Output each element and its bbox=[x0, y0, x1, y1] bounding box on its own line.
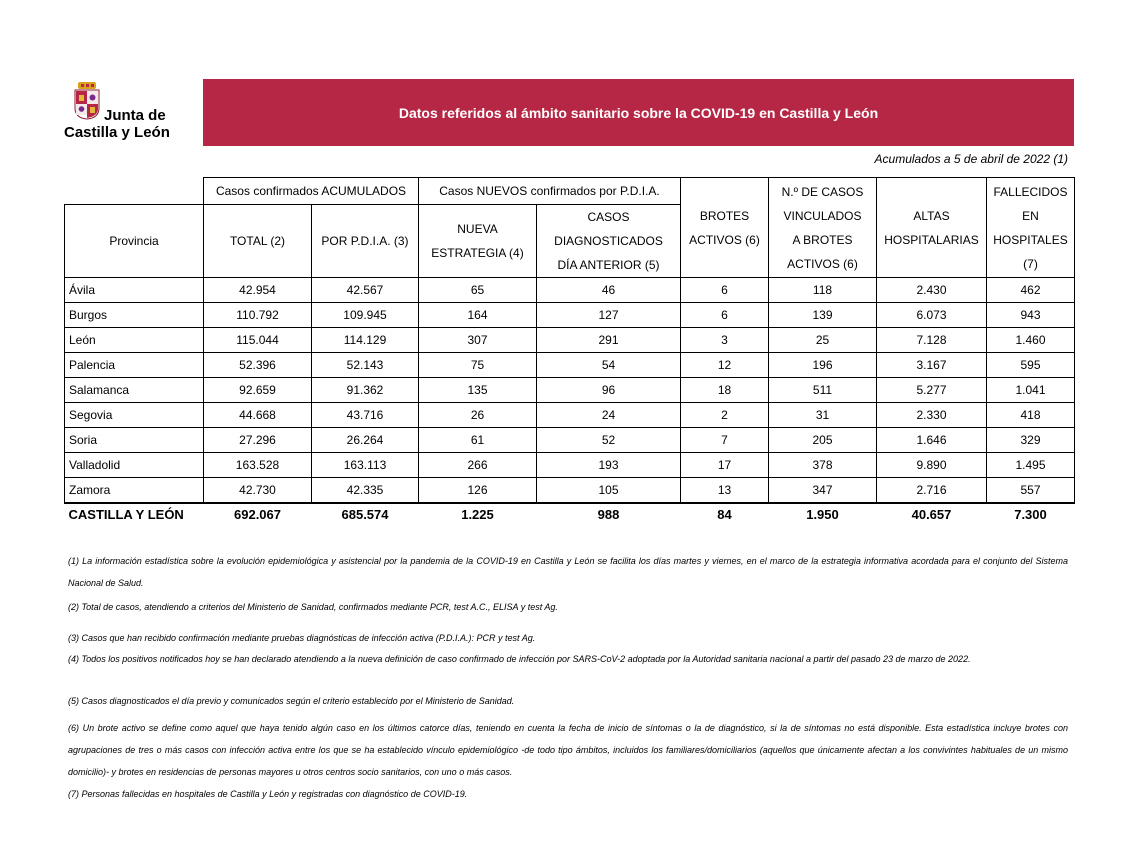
date-note: Acumulados a 5 de abril de 2022 (1) bbox=[874, 152, 1068, 166]
cell-vinculados: 511 bbox=[769, 378, 877, 403]
cell-brotes: 7 bbox=[681, 428, 769, 453]
cell-nueva: 266 bbox=[419, 453, 537, 478]
cell-provincia: Palencia bbox=[65, 353, 204, 378]
cell-vinculados: 347 bbox=[769, 478, 877, 504]
cell-fallecidos: 418 bbox=[987, 403, 1075, 428]
cell-altas: 3.167 bbox=[877, 353, 987, 378]
cell-nueva: 164 bbox=[419, 303, 537, 328]
cell-provincia: Salamanca bbox=[65, 378, 204, 403]
header-casos-diagnosticados: CASOS DIAGNOSTICADOS DÍA ANTERIOR (5) bbox=[537, 205, 681, 278]
cell-provincia: Valladolid bbox=[65, 453, 204, 478]
cell-nueva: 65 bbox=[419, 278, 537, 303]
cell-brotes: 6 bbox=[681, 278, 769, 303]
cell-pdia: 114.129 bbox=[312, 328, 419, 353]
cell-pdia: 26.264 bbox=[312, 428, 419, 453]
header-fallecidos: FALLECIDOS EN HOSPITALES (7) bbox=[987, 178, 1075, 278]
cell-pdia: 42.567 bbox=[312, 278, 419, 303]
total-cell-pdia: 685.574 bbox=[341, 507, 389, 522]
cell-brotes: 3 bbox=[681, 328, 769, 353]
header-altas: ALTAS HOSPITALARIAS bbox=[877, 178, 987, 278]
table-row bbox=[65, 403, 1075, 428]
footnote-1: (1) La información estadística sobre la evolución epidemiológica y asistencial por la pandemia de la COVID-19 en Castilla y León se facilita los días martes y viernes, en el marco de la estrategia informativa acordada para el conjunto del Sistema Nacional de Salud. bbox=[68, 556, 1068, 588]
cell-pdia: 163.113 bbox=[312, 453, 419, 478]
logo-text-line1: Junta de bbox=[104, 107, 166, 124]
cell-brotes: 17 bbox=[681, 453, 769, 478]
cell-vinculados: 31 bbox=[769, 403, 877, 428]
cell-dia_anterior: 52 bbox=[537, 428, 681, 453]
cell-total: 44.668 bbox=[204, 403, 312, 428]
junta-logo bbox=[64, 82, 194, 144]
footnote-3: (3) Casos que han recibido confirmación mediante pruebas diagnósticas de infección activa (P.D.I.A.): PCR y test Ag. bbox=[68, 633, 536, 643]
blank-corner bbox=[65, 178, 204, 205]
table-row bbox=[65, 378, 1075, 403]
cell-fallecidos: 943 bbox=[987, 303, 1075, 328]
footnote-7: (7) Personas fallecidas en hospitales de Castilla y León y registradas con diagnóstico de COVID-19. bbox=[68, 789, 468, 799]
cell-brotes: 18 bbox=[681, 378, 769, 403]
cell-provincia: Ávila bbox=[65, 278, 204, 303]
cell-total: 42.954 bbox=[204, 278, 312, 303]
total-row bbox=[65, 503, 1075, 525]
cell-provincia: Soria bbox=[65, 428, 204, 453]
cell-pdia: 109.945 bbox=[312, 303, 419, 328]
cell-pdia: 42.335 bbox=[312, 478, 419, 504]
cell-nueva: 26 bbox=[419, 403, 537, 428]
footnote-5: (5) Casos diagnosticados el día previo y comunicados según el criterio establecido por el Ministerio de Sanidad. bbox=[68, 696, 515, 706]
cell-brotes: 6 bbox=[681, 303, 769, 328]
group-header-acumulados: Casos confirmados ACUMULADOS bbox=[204, 178, 419, 205]
footnote-2: (2) Total de casos, atendiendo a criterios del Ministerio de Sanidad, confirmados mediante PCR, test A.C., ELISA y test Ag. bbox=[68, 602, 558, 612]
cell-nueva: 307 bbox=[419, 328, 537, 353]
header-vinculados: N.º DE CASOS VINCULADOS A BROTES ACTIVOS (6) bbox=[769, 178, 877, 278]
cell-dia_anterior: 127 bbox=[537, 303, 681, 328]
cell-provincia: Segovia bbox=[65, 403, 204, 428]
cell-pdia: 52.143 bbox=[312, 353, 419, 378]
cell-nueva: 126 bbox=[419, 478, 537, 504]
cell-total: 27.296 bbox=[204, 428, 312, 453]
banner-title: Datos referidos al ámbito sanitario sobre la COVID-19 en Castilla y León bbox=[398, 104, 879, 121]
cell-total: 42.730 bbox=[204, 478, 312, 504]
total-cell-brotes: 84 bbox=[717, 507, 732, 522]
cell-fallecidos: 1.460 bbox=[987, 328, 1075, 353]
total-cell-provincia: CASTILLA Y LEÓN bbox=[68, 507, 184, 522]
cell-dia_anterior: 291 bbox=[537, 328, 681, 353]
cell-dia_anterior: 54 bbox=[537, 353, 681, 378]
cell-altas: 1.646 bbox=[877, 428, 987, 453]
cell-total: 115.044 bbox=[204, 328, 312, 353]
cell-altas: 7.128 bbox=[877, 328, 987, 353]
cell-altas: 2.430 bbox=[877, 278, 987, 303]
cell-altas: 9.890 bbox=[877, 453, 987, 478]
header-brotes-activos: BROTES ACTIVOS (6) bbox=[681, 178, 769, 278]
total-cell-nueva: 1.225 bbox=[461, 507, 494, 522]
cell-vinculados: 25 bbox=[769, 328, 877, 353]
cell-brotes: 13 bbox=[681, 478, 769, 504]
group-header-row bbox=[65, 178, 1075, 205]
cell-total: 92.659 bbox=[204, 378, 312, 403]
total-cell-fallecidos: 7.300 bbox=[1014, 507, 1047, 522]
cell-nueva: 61 bbox=[419, 428, 537, 453]
table-row bbox=[65, 303, 1075, 328]
cell-total: 110.792 bbox=[204, 303, 312, 328]
table-row bbox=[65, 353, 1075, 378]
cell-fallecidos: 462 bbox=[987, 278, 1075, 303]
cell-brotes: 2 bbox=[681, 403, 769, 428]
cell-fallecidos: 1.495 bbox=[987, 453, 1075, 478]
cell-vinculados: 378 bbox=[769, 453, 877, 478]
cell-nueva: 75 bbox=[419, 353, 537, 378]
table-row bbox=[65, 328, 1075, 353]
footnote-4: (4) Todos los positivos notificados hoy se han declarado atendiendo a la nueva definición de caso confirmado de infección por SARS-CoV-2 adoptada por la Autoridad sanitaria nacional a partir del pasado 23 de marzo de 2022. bbox=[68, 654, 971, 664]
table-row bbox=[65, 428, 1075, 453]
cell-vinculados: 139 bbox=[769, 303, 877, 328]
logo-text-line2: Castilla y León bbox=[64, 124, 170, 141]
cell-pdia: 43.716 bbox=[312, 403, 419, 428]
cell-dia_anterior: 46 bbox=[537, 278, 681, 303]
cell-altas: 6.073 bbox=[877, 303, 987, 328]
total-cell-altas: 40.657 bbox=[911, 507, 952, 522]
cell-vinculados: 196 bbox=[769, 353, 877, 378]
cell-brotes: 12 bbox=[681, 353, 769, 378]
header-total: TOTAL (2) bbox=[204, 205, 312, 278]
header-provincia: Provincia bbox=[65, 205, 204, 278]
table-row bbox=[65, 453, 1075, 478]
cell-provincia: León bbox=[65, 328, 204, 353]
coat-of-arms-icon bbox=[72, 82, 102, 120]
cell-fallecidos: 595 bbox=[987, 353, 1075, 378]
total-cell-dia_anterior: 988 bbox=[597, 507, 620, 522]
cell-fallecidos: 557 bbox=[987, 478, 1075, 504]
cell-total: 163.528 bbox=[204, 453, 312, 478]
cell-dia_anterior: 96 bbox=[537, 378, 681, 403]
cell-provincia: Zamora bbox=[65, 478, 204, 504]
cell-total: 52.396 bbox=[204, 353, 312, 378]
covid-data-table bbox=[64, 177, 1075, 525]
header-por-pdia: POR P.D.I.A. (3) bbox=[312, 205, 419, 278]
cell-dia_anterior: 105 bbox=[537, 478, 681, 504]
table-body bbox=[65, 278, 1075, 526]
cell-altas: 5.277 bbox=[877, 378, 987, 403]
cell-dia_anterior: 193 bbox=[537, 453, 681, 478]
cell-vinculados: 118 bbox=[769, 278, 877, 303]
header-nueva-estrategia: NUEVA ESTRATEGIA (4) bbox=[419, 205, 537, 278]
cell-dia_anterior: 24 bbox=[537, 403, 681, 428]
table-row bbox=[65, 278, 1075, 303]
cell-nueva: 135 bbox=[419, 378, 537, 403]
cell-fallecidos: 1.041 bbox=[987, 378, 1075, 403]
cell-provincia: Burgos bbox=[65, 303, 204, 328]
table-row bbox=[65, 478, 1075, 504]
cell-fallecidos: 329 bbox=[987, 428, 1075, 453]
cell-pdia: 91.362 bbox=[312, 378, 419, 403]
group-header-nuevos: Casos NUEVOS confirmados por P.D.I.A. bbox=[419, 178, 681, 205]
cell-altas: 2.330 bbox=[877, 403, 987, 428]
total-cell-total: 692.067 bbox=[234, 507, 281, 522]
cell-altas: 2.716 bbox=[877, 478, 987, 504]
cell-vinculados: 205 bbox=[769, 428, 877, 453]
title-banner bbox=[203, 79, 1074, 146]
footnote-6: (6) Un brote activo se define como aquel que haya tenido algún caso en los últimos catorce días, teniendo en cuenta la fecha de inicio de síntomas o la de diagnóstico, si la de síntomas no está disponible. Esta estadística incluye brotes con agrupaciones de tres o más casos con infección activa entre los que se ha establecido vínculo epidemiológico -de todo tipo ámbitos, incluidos los familiares/domiciliarios (aquellos que únicamente afectan a los convivintes habituales de un mismo domicilio)- y brotes en residencias de personas mayores u otros centros socio sanitarios, con uno o más casos. bbox=[68, 723, 1068, 777]
total-cell-vinculados: 1.950 bbox=[806, 507, 839, 522]
